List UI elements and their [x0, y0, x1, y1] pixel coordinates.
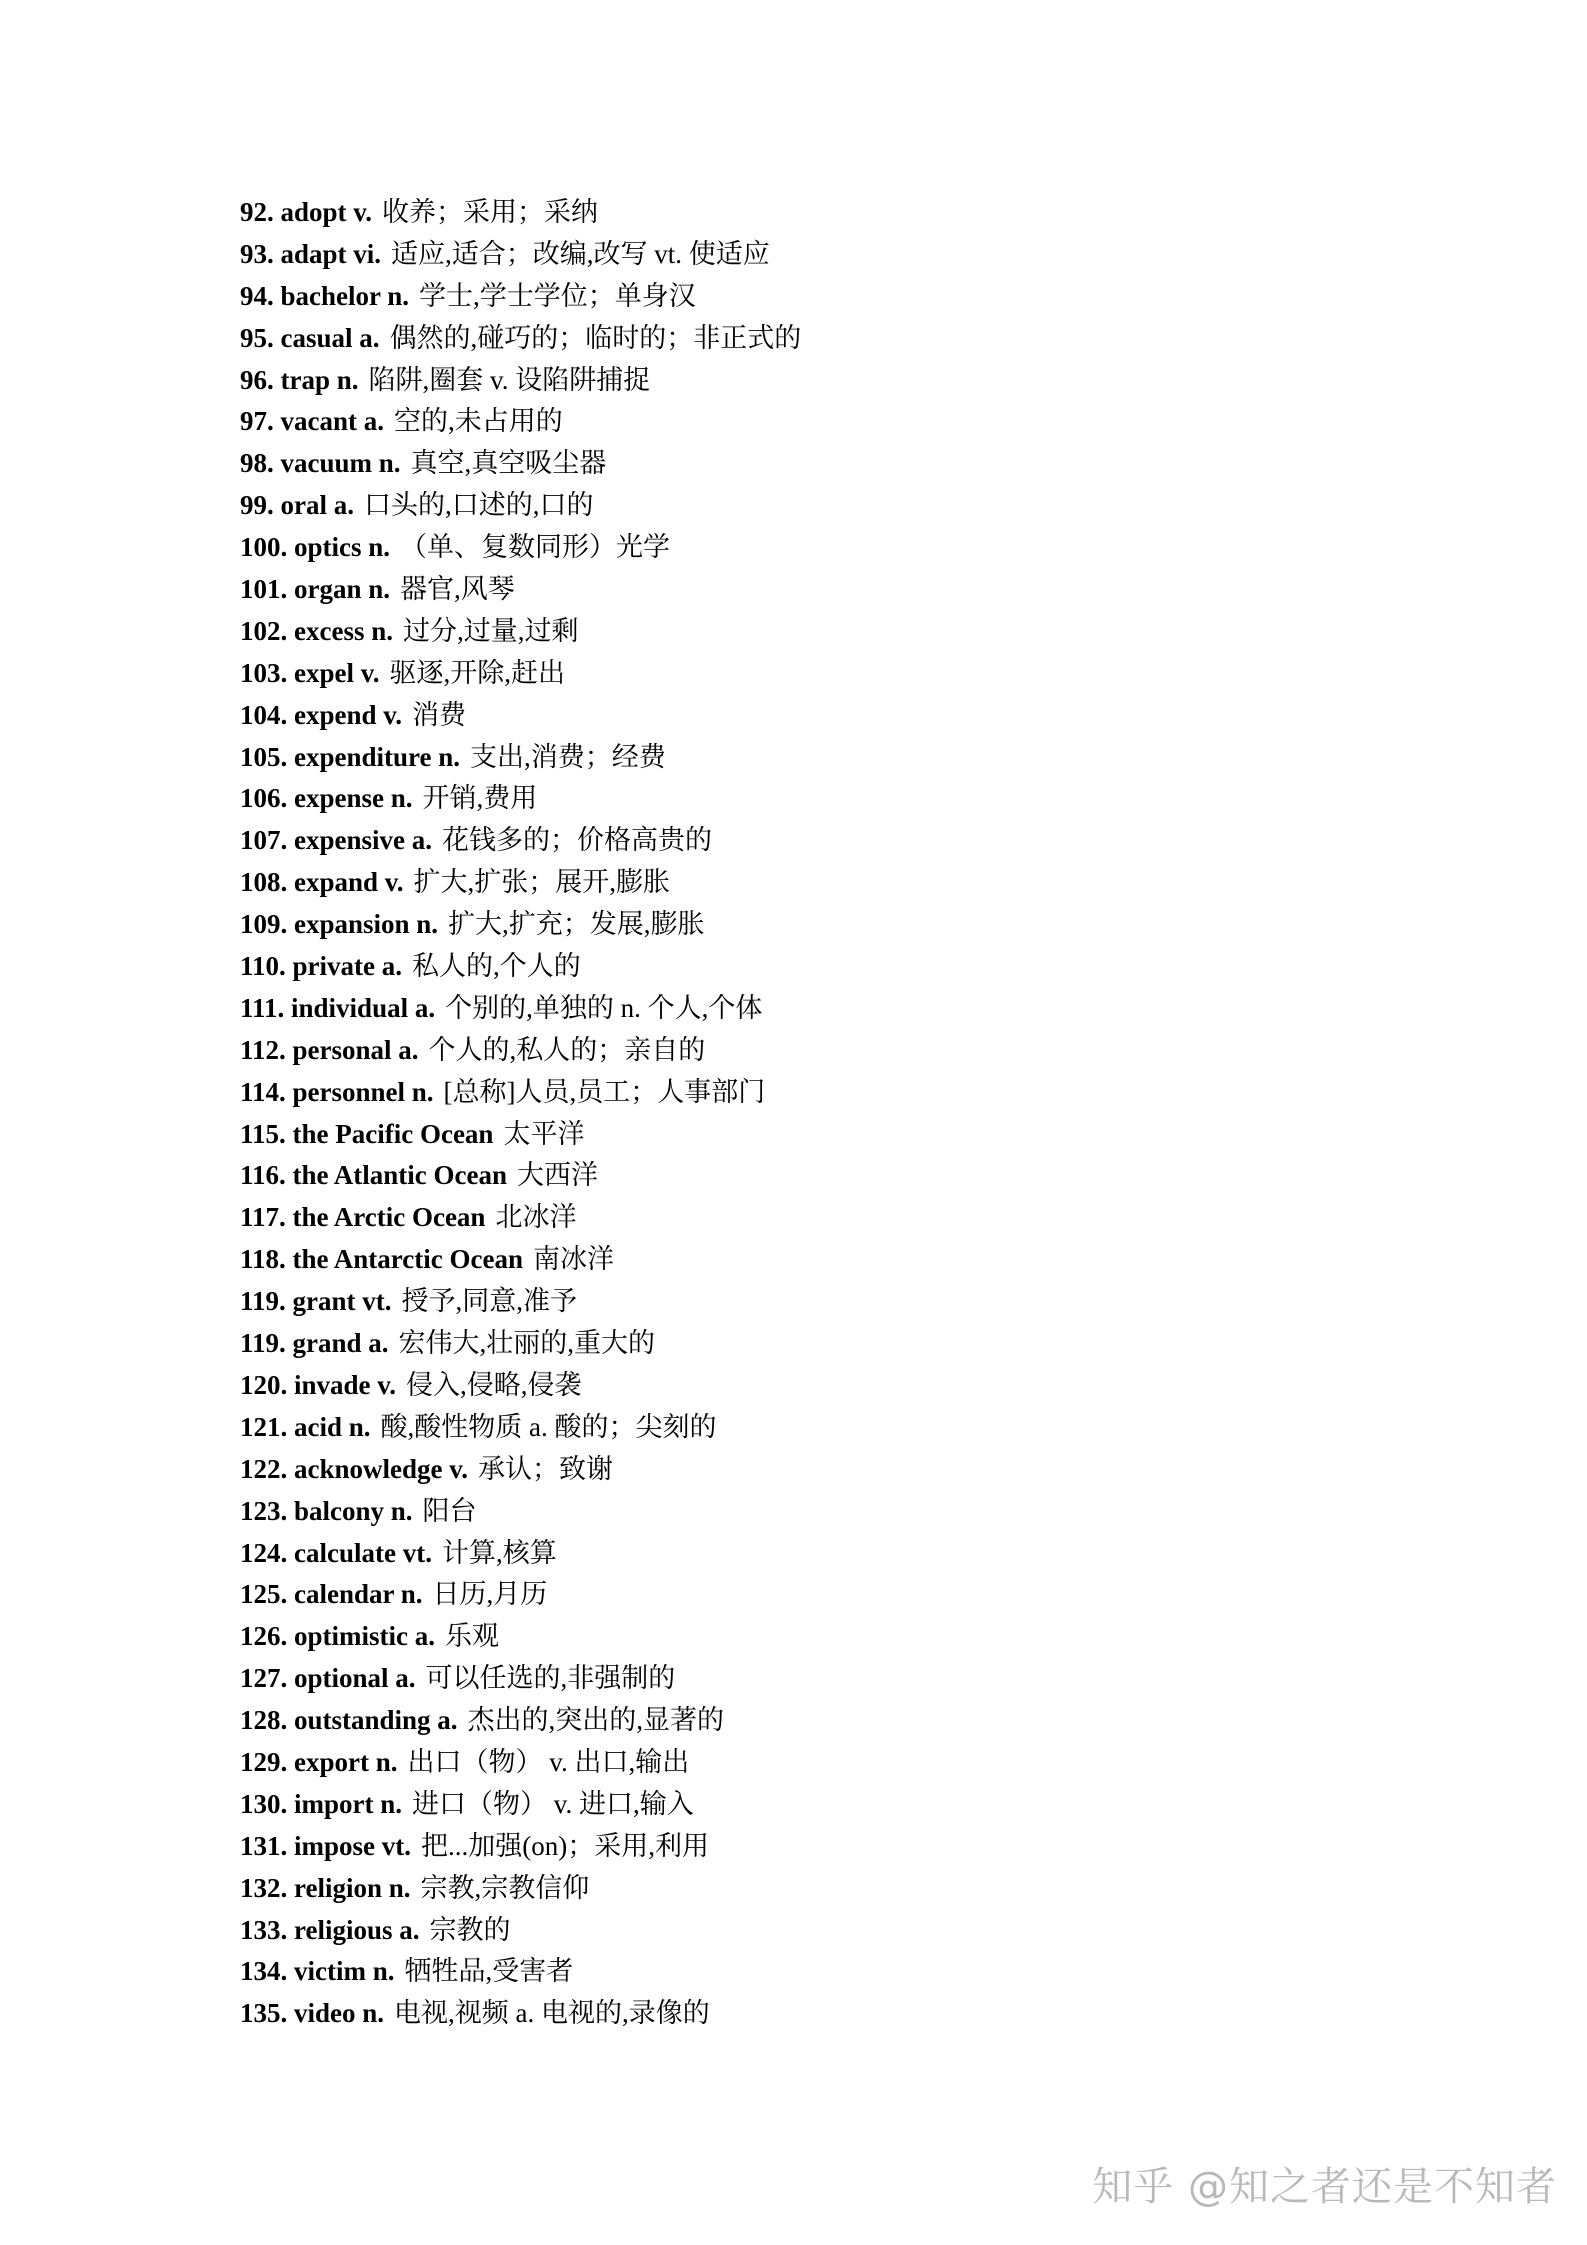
- vocab-definition: 口头的,口述的,口的: [364, 490, 594, 521]
- vocab-definition: 收养；采用；采纳: [382, 197, 599, 227]
- vocab-entry: [240, 737, 1440, 779]
- vocab-term: 104. expend v.: [240, 699, 403, 730]
- vocab-term: 112. personal a.: [240, 1034, 419, 1065]
- vocab-term: 96. trap n.: [240, 364, 359, 395]
- vocab-term: 128. outstanding a.: [240, 1705, 458, 1736]
- vocab-term: 130. import n.: [240, 1788, 402, 1819]
- vocab-term: 134. victim n.: [240, 1956, 395, 1987]
- vocab-definition: 个别的,单独的 n. 个人,个体: [445, 992, 763, 1023]
- vocab-term: 99. oral a.: [240, 490, 354, 521]
- vocab-entry: [240, 234, 1440, 276]
- vocab-definition: 进口（物） v. 进口,输入: [412, 1788, 694, 1819]
- vocab-entry: [240, 904, 1440, 946]
- vocab-definition: 宏伟大,壮丽的,重大的: [398, 1328, 656, 1359]
- vocab-entry: [240, 1072, 1440, 1114]
- vocab-definition: 真空,真空吸尘器: [410, 448, 607, 479]
- vocab-term: 120. invade v.: [240, 1369, 397, 1400]
- vocab-term: 114. personnel n.: [240, 1076, 434, 1107]
- vocab-entry: [240, 946, 1440, 988]
- vocab-entry: [240, 1365, 1440, 1407]
- vocab-definition: 驱逐,开除,赶出: [389, 657, 565, 688]
- vocab-definition: 把...加强(on)；采用,利用: [421, 1830, 709, 1861]
- vocab-definition: 偶然的,碰巧的；临时的；非正式的: [389, 322, 802, 353]
- vocab-definition: 私人的,个人的: [412, 951, 581, 982]
- vocab-term: 110. private a.: [240, 951, 402, 982]
- vocab-term: 124. calculate vt.: [240, 1537, 432, 1568]
- zhihu-watermark: 知乎 @知之者还是不知者: [1092, 2164, 1557, 2210]
- vocab-definition: 日历,月历: [432, 1579, 548, 1610]
- vocab-entry: [240, 1155, 1440, 1197]
- vocab-entry: [240, 1114, 1440, 1156]
- vocab-entry: [240, 1742, 1440, 1784]
- vocab-entry: [240, 1993, 1440, 2035]
- vocab-definition: 授予,同意,准予: [401, 1286, 577, 1317]
- vocab-term: 95. casual a.: [240, 322, 380, 353]
- vocab-definition: 可以任选的,非强制的: [425, 1663, 676, 1694]
- vocab-entry: [240, 443, 1440, 485]
- vocab-entry: [240, 318, 1440, 360]
- vocab-term: 111. individual a.: [240, 992, 436, 1023]
- vocab-definition: 侵入,侵略,侵袭: [406, 1369, 582, 1400]
- vocab-definition: 大西洋: [516, 1160, 598, 1191]
- vocab-definition: 乐观: [445, 1621, 499, 1652]
- vocab-definition: 扩大,扩充；发展,膨胀: [448, 909, 705, 940]
- vocab-entry: [240, 276, 1440, 318]
- vocabulary-list: [240, 192, 1440, 2035]
- vocab-term: 109. expansion n.: [240, 909, 439, 940]
- vocab-definition: 空的,未占用的: [394, 406, 563, 437]
- vocab-entry: [240, 1491, 1440, 1533]
- vocab-entry: [240, 778, 1440, 820]
- vocab-definition: 计算,核算: [441, 1537, 557, 1568]
- vocab-term: 117. the Arctic Ocean: [240, 1202, 486, 1233]
- vocab-entry: [240, 1700, 1440, 1742]
- vocab-entry: [240, 1533, 1440, 1575]
- vocab-term: 132. religion n.: [240, 1872, 411, 1903]
- vocab-term: 115. the Pacific Ocean: [240, 1118, 494, 1149]
- vocab-term: 119. grand a.: [240, 1328, 389, 1359]
- vocab-entry: [240, 360, 1440, 402]
- vocab-definition: 酸,酸性物质 a. 酸的；尖刻的: [380, 1411, 717, 1442]
- vocab-term: 127. optional a.: [240, 1663, 416, 1694]
- vocab-entry: [240, 1910, 1440, 1952]
- vocab-term: 123. balcony n.: [240, 1495, 413, 1526]
- vocab-definition: 花钱多的；价格高贵的: [442, 825, 712, 856]
- vocab-entry: [240, 1281, 1440, 1323]
- vocab-definition: 牺牲品,受害者: [404, 1956, 574, 1987]
- vocab-entry: [240, 1323, 1440, 1365]
- vocab-entry: [240, 1449, 1440, 1491]
- vocab-definition: 电视,视频 a. 电视的,录像的: [394, 1998, 710, 2029]
- vocab-term: 122. acknowledge v.: [240, 1453, 469, 1484]
- vocab-definition: 扩大,扩张；展开,膨胀: [413, 867, 671, 898]
- vocab-definition: [总称]人员,员工；人事部门: [443, 1076, 766, 1107]
- vocab-definition: 开销,费用: [422, 783, 538, 814]
- vocab-definition: 北冰洋: [495, 1202, 577, 1233]
- vocab-entry: [240, 1784, 1440, 1826]
- vocab-definition: 阳台: [422, 1495, 477, 1526]
- vocab-term: 100. optics n.: [240, 532, 391, 563]
- vocab-term: 97. vacant a.: [240, 406, 384, 437]
- vocab-entry: [240, 569, 1440, 611]
- vocab-term: 119. grant vt.: [240, 1286, 392, 1317]
- vocab-term: 126. optimistic a.: [240, 1621, 435, 1652]
- vocab-definition: 适应,适合；改编,改写 vt. 使适应: [391, 238, 770, 269]
- vocab-term: 98. vacuum n.: [240, 448, 401, 479]
- vocab-definition: 陷阱,圈套 v. 设陷阱捕捉: [368, 364, 651, 395]
- vocab-term: 125. calendar n.: [240, 1579, 423, 1610]
- vocab-term: 129. export n.: [240, 1746, 398, 1777]
- vocab-term: 102. excess n.: [240, 615, 393, 646]
- vocab-definition: 太平洋: [503, 1118, 585, 1149]
- vocab-definition: 支出,消费；经费: [470, 741, 666, 772]
- vocab-term: 133. religious a.: [240, 1914, 420, 1945]
- vocab-entry: [240, 1407, 1440, 1449]
- vocab-entry: [240, 611, 1440, 653]
- vocab-definition: 过分,过量,过剩: [402, 615, 579, 646]
- vocab-definition: 器官,风琴: [400, 574, 515, 605]
- vocab-term: 105. expenditure n.: [240, 741, 461, 772]
- vocab-term: 116. the Atlantic Ocean: [240, 1160, 507, 1191]
- vocab-definition: 出口（物） v. 出口,输出: [407, 1746, 690, 1777]
- vocab-entry: [240, 653, 1440, 695]
- vocab-definition: 学士,学士学位；单身汉: [419, 280, 696, 311]
- vocab-definition: 宗教,宗教信仰: [420, 1872, 590, 1903]
- vocab-term: 103. expel v.: [240, 657, 380, 688]
- vocab-entry: [240, 1239, 1440, 1281]
- vocab-entry: [240, 1826, 1440, 1868]
- vocab-term: 101. organ n.: [240, 574, 391, 605]
- vocab-entry: [240, 820, 1440, 862]
- vocab-entry: [240, 527, 1440, 569]
- vocab-term: 92. adopt v.: [240, 197, 373, 227]
- vocab-entry: [240, 1951, 1440, 1993]
- vocab-term: 118. the Antarctic Ocean: [240, 1244, 523, 1275]
- vocab-entry: [240, 1868, 1440, 1910]
- vocab-term: 121. acid n.: [240, 1411, 371, 1442]
- vocab-definition: （单、复数同形）光学: [400, 532, 671, 563]
- vocab-entry: [240, 862, 1440, 904]
- vocab-definition: 个人的,私人的；亲自的: [428, 1034, 706, 1065]
- vocab-entry: [240, 695, 1440, 737]
- vocab-definition: 承认；致谢: [478, 1453, 614, 1484]
- vocab-entry: [240, 1616, 1440, 1658]
- vocab-definition: 杰出的,突出的,显著的: [467, 1705, 725, 1736]
- vocab-term: 93. adapt vi.: [240, 238, 382, 269]
- vocab-term: 94. bachelor n.: [240, 280, 410, 311]
- vocab-definition: 宗教的: [429, 1914, 511, 1945]
- vocab-entry: [240, 1574, 1440, 1616]
- vocab-entry: [240, 1658, 1440, 1700]
- vocab-definition: 消费: [412, 699, 467, 730]
- vocab-entry: [240, 988, 1440, 1030]
- vocab-entry: [240, 1197, 1440, 1239]
- vocab-entry: [240, 485, 1440, 527]
- vocab-term: 108. expand v.: [240, 867, 404, 898]
- vocab-entry: [240, 401, 1440, 443]
- vocab-entry: [240, 1030, 1440, 1072]
- vocab-definition: 南冰洋: [532, 1244, 614, 1275]
- vocab-term: 135. video n.: [240, 1998, 385, 2029]
- vocab-term: 107. expensive a.: [240, 825, 432, 856]
- vocab-term: 106. expense n.: [240, 783, 413, 814]
- vocab-term: 131. impose vt.: [240, 1830, 411, 1861]
- vocab-entry: [240, 192, 1440, 234]
